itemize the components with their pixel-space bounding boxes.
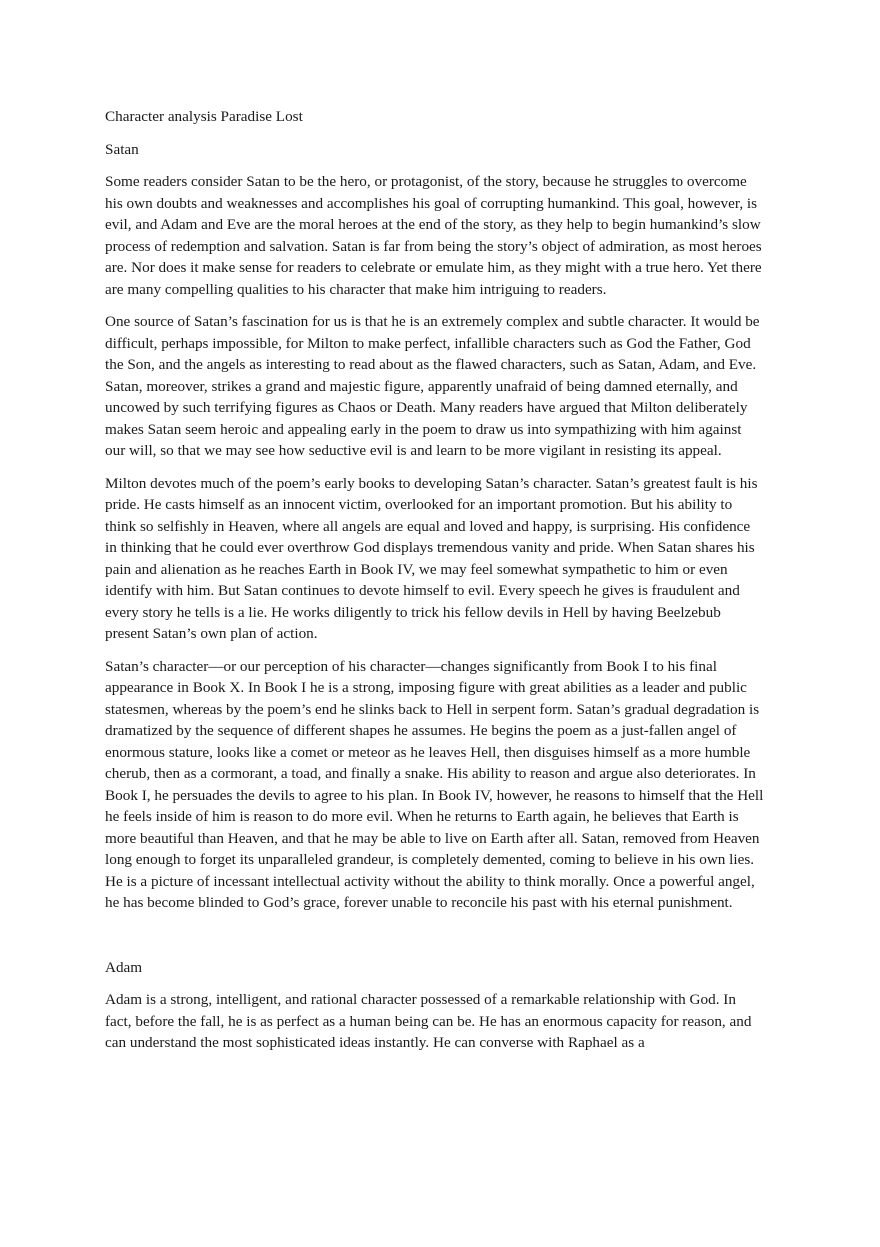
section-spacer	[105, 925, 765, 957]
paragraph: Milton devotes much of the poem’s early books to developing Satan’s character. Satan’s greatest fault is his pride. He casts himself as an innocent victim, overlooked for an important promotion. But his ability to think so selfishly in Heaven, where all angels are equal and loved and happy, is surprising. His confidence in thinking that he could ever overthrow God displays tremendous vanity and pride. When Satan shares his pain and alienation as he reaches Earth in Book IV, we may feel somewhat sympathetic to him or even identify with him. But Satan continues to devote himself to evil. Every speech he gives is fraudulent and every story he tells is a lie. He works diligently to trick his fellow devils in Hell by having Beelzebub present Satan’s own plan of action.	[105, 474, 758, 642]
paragraph: Satan’s character—or our perception of his character—changes significantly from Book I to his final appearance in Book X. In Book I he is a strong, imposing figure with great abilities as a leader and public statesmen, whereas by the poem’s end he slinks back to Hell in serpent form. Satan’s gradual degradation is dramatized by the sequence of different shapes he assumes. He begins the poem as a just-fallen angel of enormous stature, looks like a comet or meteor as he leaves Hell, then disguises himself as a more humble cherub, then as a cormorant, a toad, and finally a snake. His ability to reason and argue also deteriorates. In Book I, he persuades the devils to agree to his plan. In Book IV, however, he reasons to himself that the Hell he feels inside of him is reason to do more evil. When he returns to Earth again, he believes that Earth is more beautiful than Heaven, and that he may be able to live on Earth after all. Satan, removed from Heaven long enough to forget its unparalleled grandeur, is completely demented, coming to believe in his own lies. He is a picture of incessant intellectual activity without the ability to think morally. Once a powerful angel, he has become blinded to God’s grace, forever unable to reconcile his past with his eternal punishment.	[105, 657, 764, 911]
section-heading-adam: Adam	[105, 958, 143, 976]
section-heading-satan: Satan	[105, 140, 139, 158]
paragraph: Adam is a strong, intelligent, and rational character possessed of a remarkable relationship with God. In fact, before the fall, he is as perfect as a human being can be. He has an enormous capacity for reason, and can understand the most sophisticated ideas instantly. He can converse with Raphael as a	[105, 991, 752, 1051]
paragraph: One source of Satan’s fascination for us is that he is an extremely complex and subtle character. It would be difficult, perhaps impossible, for Milton to make perfect, infallible characters such as God the Father, God the Son, and the angels as interesting to read about as the flawed characters, such as Satan, Adam, and Eve. Satan, moreover, strikes a grand and majestic figure, apparently unafraid of being damned eternally, and uncowed by such terrifying figures as Chaos or Death. Many readers have argued that Milton deliberately makes Satan seem heroic and appealing early in the poem to draw us into sympathizing with him against our will, so that we may see how seductive evil is and learn to be more vigilant in resisting its appeal.	[105, 313, 760, 459]
document-title: Character analysis Paradise Lost	[105, 108, 303, 125]
paragraph: Some readers consider Satan to be the hero, or protagonist, of the story, because he struggles to overcome his own doubts and weaknesses and accomplishes his goal of corrupting humankind. This goal, however, is evil, and Adam and Eve are the moral heroes at the end of the story, as they help to begin humankind’s slow process of redemption and salvation. Satan is far from being the story’s object of admiration, as most heroes are. Nor does it make sense for readers to celebrate or emulate him, as they might with a true hero. Yet there are many compelling qualities to his character that make him intriguing to readers.	[105, 173, 762, 298]
document-page	[105, 106, 765, 1065]
